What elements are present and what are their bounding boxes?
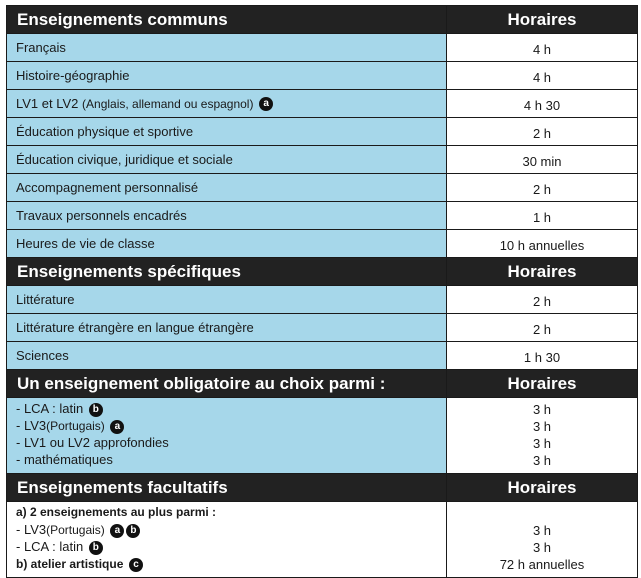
subject-note: (Anglais, allemand ou espagnol) xyxy=(82,96,254,111)
hours-value: 2 h xyxy=(447,174,638,202)
hours-value: 2 h xyxy=(447,118,638,146)
list-item xyxy=(16,417,446,434)
table-row xyxy=(7,118,638,146)
list-item xyxy=(16,451,446,468)
hours-value: 2 h xyxy=(447,286,638,314)
optional-list xyxy=(7,502,447,578)
section-title: Enseignements spécifiques xyxy=(7,258,447,286)
subject-label: Littérature étrangère en langue étrangère xyxy=(7,314,447,342)
schedule-table xyxy=(6,5,638,578)
subject-label: - LV1 ou LV2 approfondies xyxy=(16,435,169,450)
subject-label: Français xyxy=(7,34,447,62)
footnote-badge: b xyxy=(126,524,140,538)
table-row xyxy=(7,202,638,230)
choice-list xyxy=(7,398,447,474)
hours-value: 4 h 30 xyxy=(447,90,638,118)
footnote-badge: b xyxy=(89,403,103,417)
hours-header: Horaires xyxy=(447,258,638,286)
section-title: Enseignements facultatifs xyxy=(7,474,447,502)
hours-value: 4 h xyxy=(447,34,638,62)
hours-value: 72 h annuelles xyxy=(499,557,585,572)
subject-label: Éducation civique, juridique et sociale xyxy=(7,146,447,174)
hours-header: Horaires xyxy=(447,370,638,398)
table-row xyxy=(7,174,638,202)
hours-value: 3 h xyxy=(532,419,552,434)
subject-note: (Portugais) xyxy=(46,523,105,537)
hours-value: 10 h annuelles xyxy=(447,230,638,258)
footnote-badge: a xyxy=(110,524,124,538)
hours-value: 3 h xyxy=(532,453,552,468)
optional-intro: a) 2 enseignements au plus parmi : xyxy=(16,505,217,519)
hours-value: 4 h xyxy=(447,62,638,90)
table-row xyxy=(7,286,638,314)
footnote-badge: a xyxy=(259,97,273,111)
hours-value: 3 h xyxy=(532,402,552,417)
table-row xyxy=(7,62,638,90)
subject-label: Littérature xyxy=(7,286,447,314)
section-header xyxy=(7,474,638,502)
hours-list xyxy=(447,398,638,474)
table-row xyxy=(7,398,638,474)
table-row xyxy=(7,90,638,118)
table-row xyxy=(7,342,638,370)
list-item xyxy=(16,521,446,538)
hours-spacer xyxy=(447,505,637,522)
subject-label: Travaux personnels encadrés xyxy=(7,202,447,230)
subject-label: - mathématiques xyxy=(16,452,113,467)
hours-list xyxy=(447,502,638,578)
list-item xyxy=(16,434,446,451)
subject-label: LV1 et LV2 xyxy=(16,95,79,111)
subject-label: - LV3 xyxy=(16,418,47,433)
hours-value: 3 h xyxy=(532,523,552,538)
subject-label: - LCA : latin xyxy=(16,401,84,416)
hours-value: 30 min xyxy=(447,146,638,174)
section-title: Enseignements communs xyxy=(7,6,447,34)
table-row xyxy=(7,146,638,174)
subject-label: Histoire-géographie xyxy=(7,62,447,90)
hours-value: 1 h xyxy=(447,202,638,230)
list-item xyxy=(16,400,446,417)
subject-label: b) atelier artistique xyxy=(16,557,124,571)
footnote-badge: c xyxy=(129,558,143,572)
section-title: Un enseignement obligatoire au choix parmi : xyxy=(7,370,447,398)
section-header xyxy=(7,6,638,34)
section-header xyxy=(7,370,638,398)
table-row xyxy=(7,502,638,578)
hours-value: 2 h xyxy=(447,314,638,342)
hours-value: 3 h xyxy=(532,540,552,555)
subject-label: - LCA : latin xyxy=(16,539,84,554)
subject-cell xyxy=(7,90,447,118)
list-item xyxy=(16,538,446,555)
table-row xyxy=(7,34,638,62)
hours-value: 3 h xyxy=(532,436,552,451)
table-row xyxy=(7,314,638,342)
subject-label: Accompagnement personnalisé xyxy=(7,174,447,202)
subject-note: (Portugais) xyxy=(46,419,105,433)
subject-label: Sciences xyxy=(7,342,447,370)
subject-label: Éducation physique et sportive xyxy=(7,118,447,146)
list-item xyxy=(16,555,446,572)
hours-header: Horaires xyxy=(447,474,638,502)
hours-value: 1 h 30 xyxy=(447,342,638,370)
section-header xyxy=(7,258,638,286)
footnote-badge: a xyxy=(110,420,124,434)
hours-header: Horaires xyxy=(447,6,638,34)
table-row xyxy=(7,230,638,258)
footnote-badge: b xyxy=(89,541,103,555)
subject-label: Heures de vie de classe xyxy=(7,230,447,258)
subject-label: - LV3 xyxy=(16,522,47,537)
